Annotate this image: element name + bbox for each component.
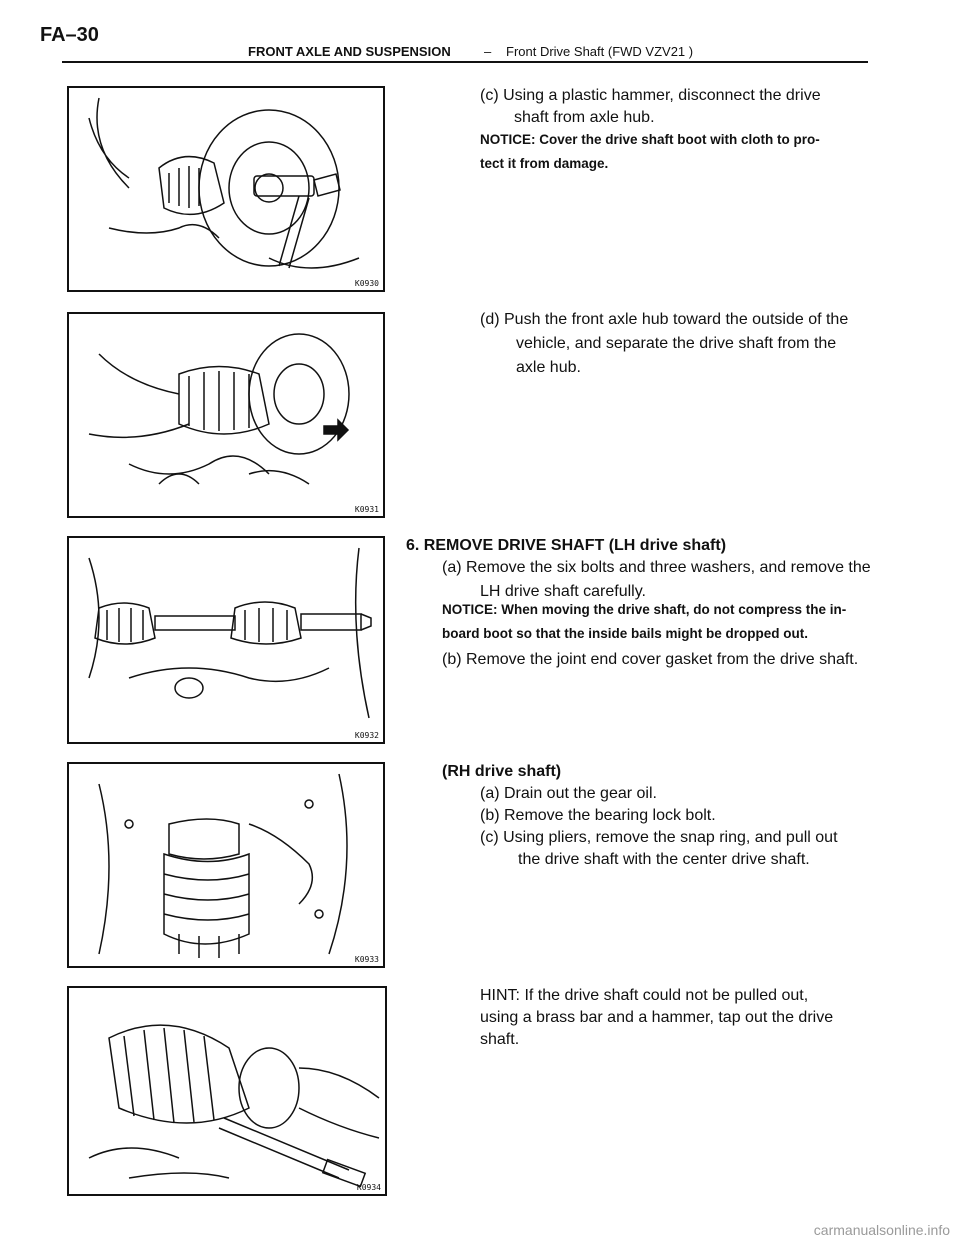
illustration-rh-drive-shaft [69, 764, 383, 966]
rh-drive-shaft-title: (RH drive shaft) [442, 763, 562, 780]
figure-rh-drive-shaft [67, 762, 385, 968]
header-section-title: FRONT AXLE AND SUSPENSION [248, 44, 451, 59]
figure-push-axle-hub [67, 312, 385, 518]
step-6-a-line2: LH drive shaft carefully. [480, 583, 646, 600]
step-d-line1: (d) Push the front axle hub toward the outside of the [480, 311, 849, 328]
figure-code: K0930 [354, 279, 379, 288]
illustration-push-axle-hub [69, 314, 383, 516]
step-c-notice-line1: NOTICE: Cover the drive shaft boot with cloth to pro- [480, 132, 820, 147]
illustration-brass-bar-tap [69, 988, 385, 1194]
header-separator: – [484, 44, 492, 59]
step-6-notice-line1: NOTICE: When moving the drive shaft, do not compress the in- [442, 602, 847, 617]
rh-step-c-line1: (c) Using pliers, remove the snap ring, and pull out [480, 829, 838, 846]
watermark: carmanualsonline.info [813, 1222, 950, 1238]
figure-code: K0931 [354, 505, 379, 514]
hint-line3: shaft. [480, 1031, 520, 1048]
figure-code: K0933 [354, 955, 379, 964]
step-6-b: (b) Remove the joint end cover gasket from the drive shaft. [442, 651, 859, 668]
step-6-a-line1: (a) Remove the six bolts and three washers, and remove the [442, 559, 871, 576]
figure-code: K0934 [356, 1183, 381, 1192]
step-d-line3: axle hub. [516, 359, 581, 376]
illustration-lh-drive-shaft [69, 538, 383, 742]
step-c-line2: shaft from axle hub. [514, 109, 655, 126]
illustration-hammer-disconnect [69, 88, 383, 290]
hint-line1: HINT: If the drive shaft could not be pulled out, [480, 987, 809, 1004]
figure-hammer-disconnect [67, 86, 385, 292]
page-number: FA–30 [40, 24, 99, 46]
step-6-title: 6. REMOVE DRIVE SHAFT (LH drive shaft) [406, 537, 727, 554]
step-c-notice-line2: tect it from damage. [480, 156, 609, 171]
hint-line2: using a brass bar and a hammer, tap out the drive [480, 1009, 834, 1026]
step-d-line2: vehicle, and separate the drive shaft from the [516, 335, 837, 352]
rh-step-b: (b) Remove the bearing lock bolt. [480, 807, 716, 824]
step-c-line1: (c) Using a plastic hammer, disconnect the drive [480, 87, 821, 104]
step-6-notice-line2: board boot so that the inside bails might be dropped out. [442, 626, 808, 641]
rh-step-c-line2: the drive shaft with the center drive shaft. [518, 851, 810, 868]
rh-step-a: (a) Drain out the gear oil. [480, 785, 657, 802]
figure-lh-drive-shaft [67, 536, 385, 744]
figure-brass-bar-tap [67, 986, 387, 1196]
header-rule [62, 61, 868, 63]
figure-code: K0932 [354, 731, 379, 740]
header-subsection-title: Front Drive Shaft (FWD VZV21 ) [506, 44, 694, 59]
